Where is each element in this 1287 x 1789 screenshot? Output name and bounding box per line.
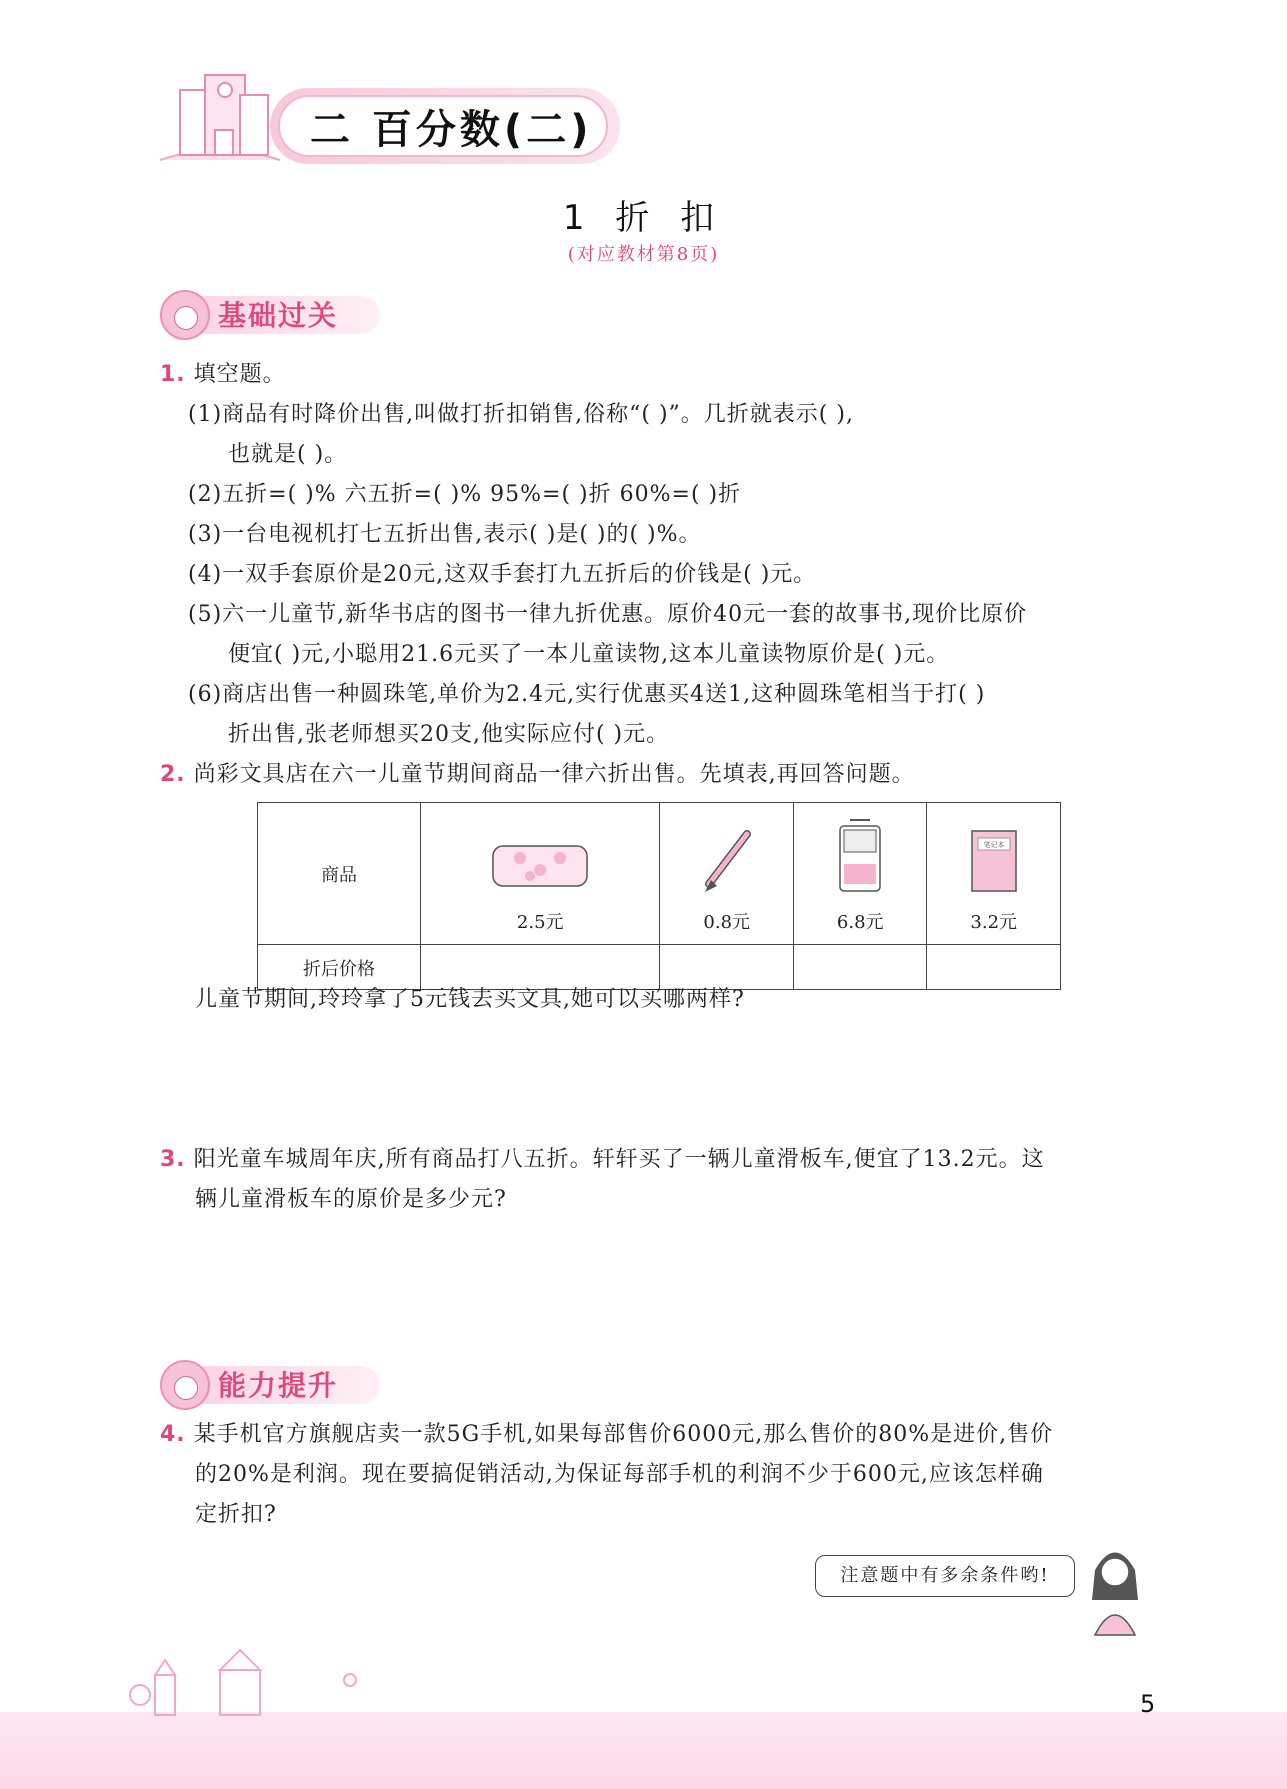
notebook-cover-text: 笔记本 <box>983 841 1005 849</box>
item-price: 0.8元 <box>703 912 751 933</box>
question-4-line-2: 的20%是利润。现在要搞促销活动,为保证每部手机的利润不少于600元,应该怎样确 <box>195 1462 1044 1487</box>
question-1-stem <box>160 360 286 390</box>
question-text: 尚彩文具店在六一儿童节期间商品一律六折出售。先填表,再回答问题。 <box>193 762 915 787</box>
unit-title: 二 百分数(二) <box>310 107 593 153</box>
question-4-line-1 <box>160 1420 1053 1450</box>
mascot-icon <box>160 290 210 340</box>
question-number: 3. <box>160 1147 186 1172</box>
q1-item-1: (1)商品有时降价出售,叫做打折扣销售,俗称“( )”。几折就表示( ), <box>188 402 854 427</box>
answer-cell[interactable] <box>927 945 1061 990</box>
page-number: 5 <box>1140 1690 1156 1718</box>
pencil-icon <box>697 826 757 896</box>
item-price: 3.2元 <box>970 912 1018 933</box>
school-building-icon <box>150 60 290 170</box>
pen-box-icon <box>830 816 890 896</box>
question-number: 2. <box>160 762 186 787</box>
question-text: 阳光童车城周年庆,所有商品打八五折。轩轩买了一辆儿童滑板车,便宜了13.2元。这 <box>193 1147 1045 1172</box>
question-3-line-1 <box>160 1145 1045 1175</box>
q1-item-1-cont: 也就是( )。 <box>228 442 348 467</box>
q1-item-2: (2)五折=( )% 六五折=( )% 95%=( )折 60%=( )折 <box>188 482 742 507</box>
textbook-reference: (对应教材第8页) <box>567 244 720 265</box>
price-table <box>257 802 1061 990</box>
table-cell <box>927 803 1061 945</box>
q2-follow-up: 儿童节期间,玲玲拿了5元钱去买文具,她可以买哪两样? <box>195 987 745 1012</box>
section-advance-label: 能力提升 <box>218 1369 339 1402</box>
q1-item-5: (5)六一儿童节,新华书店的图书一律九折优惠。原价40元一套的故事书,现价比原价 <box>188 602 1028 627</box>
town-decoration-icon <box>120 1640 440 1720</box>
q1-item-4: (4)一双手套原价是20元,这双手套打九五折后的价钱是( )元。 <box>188 562 817 587</box>
question-4-line-3: 定折扣? <box>195 1502 277 1527</box>
notebook-icon <box>964 826 1024 896</box>
hint-bubble: 注意题中有多余条件哟! <box>815 1555 1075 1597</box>
question-3-line-2: 辆儿童滑板车的原价是多少元? <box>195 1187 507 1212</box>
section-basic <box>160 290 380 336</box>
question-2-stem <box>160 760 915 790</box>
table-cell <box>793 803 927 945</box>
pencil-case-icon <box>485 836 595 896</box>
table-row <box>258 945 1061 990</box>
question-text: 某手机官方旗舰店卖一款5G手机,如果每部售价6000元,那么售价的80%是进价,售价 <box>193 1422 1054 1447</box>
q1-item-3: (3)一台电视机打七五折出售,表示( )是( )的( )%。 <box>188 522 702 547</box>
question-text: 填空题。 <box>193 362 286 387</box>
question-number: 4. <box>160 1422 186 1447</box>
table-row <box>258 803 1061 945</box>
answer-cell[interactable] <box>421 945 660 990</box>
item-price: 2.5元 <box>516 912 564 933</box>
mascot-icon <box>160 1360 210 1410</box>
q1-item-5-cont: 便宜( )元,小聪用21.6元买了一本儿童读物,这本儿童读物原价是( )元。 <box>228 642 950 667</box>
lesson-title: 1 折 扣 <box>562 198 725 238</box>
q1-item-6-cont: 折出售,张老师想买20支,他实际应付( )元。 <box>228 722 670 747</box>
footer-band <box>0 1712 1287 1789</box>
girl-character-icon <box>1080 1540 1150 1640</box>
section-advance <box>160 1360 380 1406</box>
table-header-cell: 折后价格 <box>258 945 421 990</box>
answer-cell[interactable] <box>660 945 794 990</box>
question-number: 1. <box>160 362 186 387</box>
table-cell <box>421 803 660 945</box>
table-cell <box>660 803 794 945</box>
table-header-cell: 商品 <box>258 803 421 945</box>
q1-item-6: (6)商店出售一种圆珠笔,单价为2.4元,实行优惠买4送1,这种圆珠笔相当于打( ) <box>188 682 986 707</box>
answer-cell[interactable] <box>793 945 927 990</box>
item-price: 6.8元 <box>836 912 884 933</box>
section-basic-label: 基础过关 <box>218 299 339 332</box>
